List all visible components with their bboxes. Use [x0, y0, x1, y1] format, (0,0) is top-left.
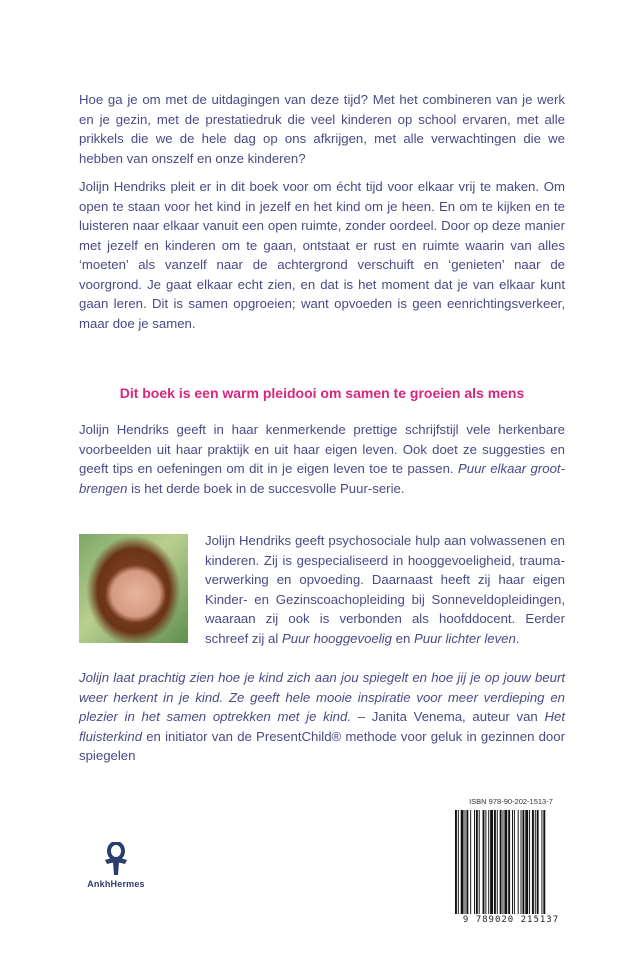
author-bio-end: . [515, 630, 520, 646]
tagline: Dit boek is een warm pleidooi om samen te groeien als mens [119, 385, 525, 401]
author-book-1: Puur hooggevoelig [281, 630, 392, 646]
description-paragraph [79, 420, 565, 498]
body-paragraph: Jolijn Hendriks pleit er in dit boek voor om écht tijd voor elkaar vrij te maken. Om open te staan voor het kind in jezelf en het kind om je heen. En om te kijken en te luisteren naar elkaar vanuit een open ruimte, zonder oordeel. Door op deze manier met jezelf en kinderen om te gaan, ontstaat er rust en ruimte waarin van alles ‘moeten’ als vanzelf naar de achtergrond verschuift en ‘genieten’ naar de voorgrond. Je gaat elkaar echt zien, en dat is het moment dat je van elkaar kunt gaan leren. Dit is samen opgroeien; want opvoeden is geen eenrichtingsverkeer, maar doe je samen. [79, 179, 565, 331]
barcode-bar [525, 810, 528, 914]
barcode-bar [522, 810, 524, 914]
barcode [453, 810, 569, 914]
barcode-bar [504, 810, 507, 914]
barcode-bar [500, 810, 502, 914]
barcode-bar [494, 810, 496, 914]
description-text-before: Jolijn Hendriks geeft in haar kenmerkende prettige schrijfstijl vele herkenbare voorbeelden uit haar praktijk en uit haar eigen leven. Ook doet ze suggesties en geeft tips en oefeningen om dit in je eigen leven toe te passen. [79, 422, 565, 476]
barcode-digits: 9 789020 215137 [462, 915, 560, 925]
barcode-bar [470, 810, 471, 914]
isbn-label: ISBN 978-90-202-1513-7 [469, 797, 553, 806]
ankh-icon [101, 842, 131, 876]
barcode-bar [476, 810, 478, 914]
author-photo [79, 534, 188, 643]
barcode-bar [514, 810, 515, 914]
intro-paragraph: Hoe ga je om met de uitdagingen van deze tijd? Met het combineren van je werk en je gezin, met de prestatiedruk die veel kinderen op school ervaren, met alle prikkels die we de hele dag op ons afkrijgen, met alle verwachtingen die we hebben van onszelf en onze kinderen? [79, 92, 565, 166]
author-book-2: Puur lichter leven [413, 630, 516, 646]
barcode-bar [485, 810, 486, 914]
book-title-italic: Puur elkaar grootbrengen [79, 461, 565, 496]
isbn-block [453, 797, 569, 933]
barcode-bar [497, 810, 498, 914]
barcode-bar [529, 810, 530, 914]
barcode-bar [458, 810, 459, 914]
endorsement-book: Het fluisterkind [79, 709, 566, 744]
barcode-bar [532, 810, 534, 914]
barcode-bar [465, 810, 466, 914]
endorsement-attribution: – Janita Venema, auteur van [351, 709, 545, 724]
barcode-bar [518, 810, 519, 914]
barcode-bar [479, 810, 480, 914]
barcode-bar [543, 810, 545, 914]
barcode-bar [466, 810, 468, 914]
barcode-bar [474, 810, 475, 914]
barcode-bar [537, 810, 539, 914]
barcode-bar [461, 810, 464, 914]
author-bio [205, 531, 565, 648]
author-bio-between: en [391, 630, 414, 646]
barcode-bar [488, 810, 489, 914]
barcode-bar [490, 810, 493, 914]
barcode-bar [512, 810, 513, 914]
endorsement-quote: Jolijn laat prachtig zien hoe je kind zich aan jou spiegelt en hoe jij je op jouw beurt weer herkent in je kind. Ze geeft hele mooie inspiratie voor meer verdieping en plezier in het samen optrekken met je kind. [79, 670, 565, 724]
barcode-bar [503, 810, 504, 914]
barcode-bar [535, 810, 536, 914]
publisher-name: AnkhHermes [87, 879, 145, 889]
author-bio-text: Jolijn Hendriks geeft psychosociale hulp aan volwassenen en kinderen. Zij is gespecialiseerd in hooggevoeligheid, traumaverwerking en opvoeding. Daarnaast heeft zij haar eigen Kinder- en Gezinscoachopleiding bij Sonneveldopleidingen, waaraan zij ook is verbonden als hoofddocent. Eerder schreef zij al [205, 533, 565, 646]
description-text-after: is het derde boek in de succesvolle Puur-serie. [127, 480, 405, 496]
barcode-bar [455, 810, 457, 914]
barcode-bar [541, 810, 542, 914]
barcode-bar [483, 810, 485, 914]
endorsement [79, 668, 565, 766]
endorsement-attribution-end: en initiator van de PresentChild® methode voor geluk in gezinnen door spiegelen [79, 728, 565, 763]
barcode-bar [508, 810, 510, 914]
publisher-logo [86, 842, 146, 889]
barcode-bar [521, 810, 522, 914]
